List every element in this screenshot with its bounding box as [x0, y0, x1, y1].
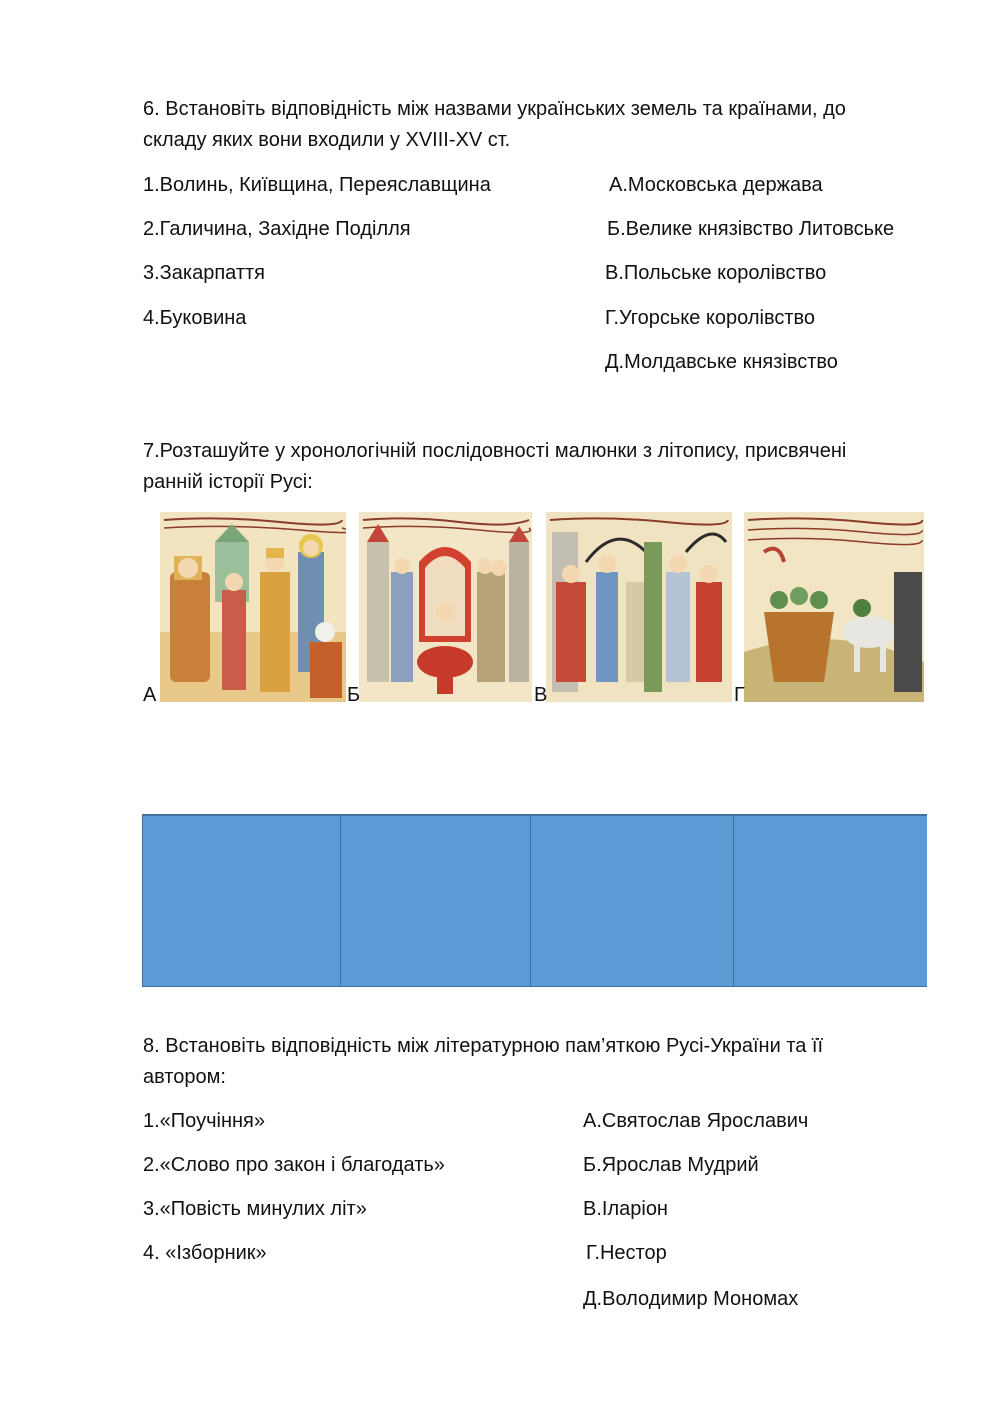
- q8-right-item-b: Б.Ярослав Мудрий: [583, 1154, 759, 1176]
- q8-left-item-3: 3.«Повість минулих літ»: [143, 1198, 367, 1220]
- q7-text-line1: 7.Розташуйте у хронологічній послідовності малюнки з літопису, присвячені: [143, 440, 847, 462]
- q6-right-item-b: Б.Велике князівство Литовське: [607, 218, 895, 240]
- q8-right-item-h: Г.Нестор: [586, 1242, 667, 1264]
- q8-left-item-2: 2.«Слово про закон і благодать»: [143, 1154, 445, 1176]
- q7-text-line2: ранній історії Русі:: [143, 471, 313, 493]
- q6-left-item-4: 4.Буковина: [143, 307, 247, 329]
- image-label-a: А: [143, 684, 157, 706]
- answer-cell-2[interactable]: [341, 816, 531, 986]
- answer-cell-4[interactable]: [734, 816, 927, 986]
- q6-right-item-d: Д.Молдавське князівство: [605, 351, 838, 373]
- q8-right-item-a: А.Святослав Ярославич: [583, 1110, 809, 1132]
- q8-text-line2: автором:: [143, 1066, 226, 1088]
- image-label-v: В: [534, 684, 548, 706]
- chronicle-image-h[interactable]: [744, 512, 924, 702]
- q8-text-line1: 8. Встановіть відповідність між літературною пам’яткою Русі-України та її: [143, 1035, 824, 1057]
- chronicle-image-a[interactable]: [160, 512, 346, 702]
- image-label-h: Г: [734, 684, 745, 706]
- q6-right-item-h: Г.Угорське королівство: [605, 307, 816, 329]
- q6-text-line1: 6. Встановіть відповідність між назвами українських земель та країнами, до: [143, 98, 846, 120]
- q8-right-item-d: Д.Володимир Мономах: [583, 1288, 799, 1310]
- answer-table: [142, 814, 927, 987]
- q6-right-item-v: В.Польське королівство: [605, 262, 827, 284]
- answer-cell-3[interactable]: [531, 816, 734, 986]
- image-label-b: Б: [347, 684, 361, 706]
- chronicle-image-b[interactable]: [359, 512, 532, 702]
- answer-cell-1[interactable]: [143, 816, 341, 986]
- q8-left-item-1: 1.«Поучіння»: [143, 1110, 265, 1132]
- q6-right-item-a: А.Московська держава: [609, 174, 823, 196]
- q6-text-line2: складу яких вони входили у XVIII-XV ст.: [143, 129, 511, 151]
- q8-right-item-v: В.Іларіон: [583, 1198, 668, 1220]
- q6-left-item-2: 2.Галичина, Західне Поділля: [143, 218, 411, 240]
- q6-left-item-3: 3.Закарпаття: [143, 262, 265, 284]
- q6-left-item-1: 1.Волинь, Київщина, Переяславщина: [143, 174, 491, 196]
- q8-left-item-4: 4. «Ізборник»: [143, 1242, 267, 1264]
- chronicle-image-v[interactable]: [546, 512, 732, 702]
